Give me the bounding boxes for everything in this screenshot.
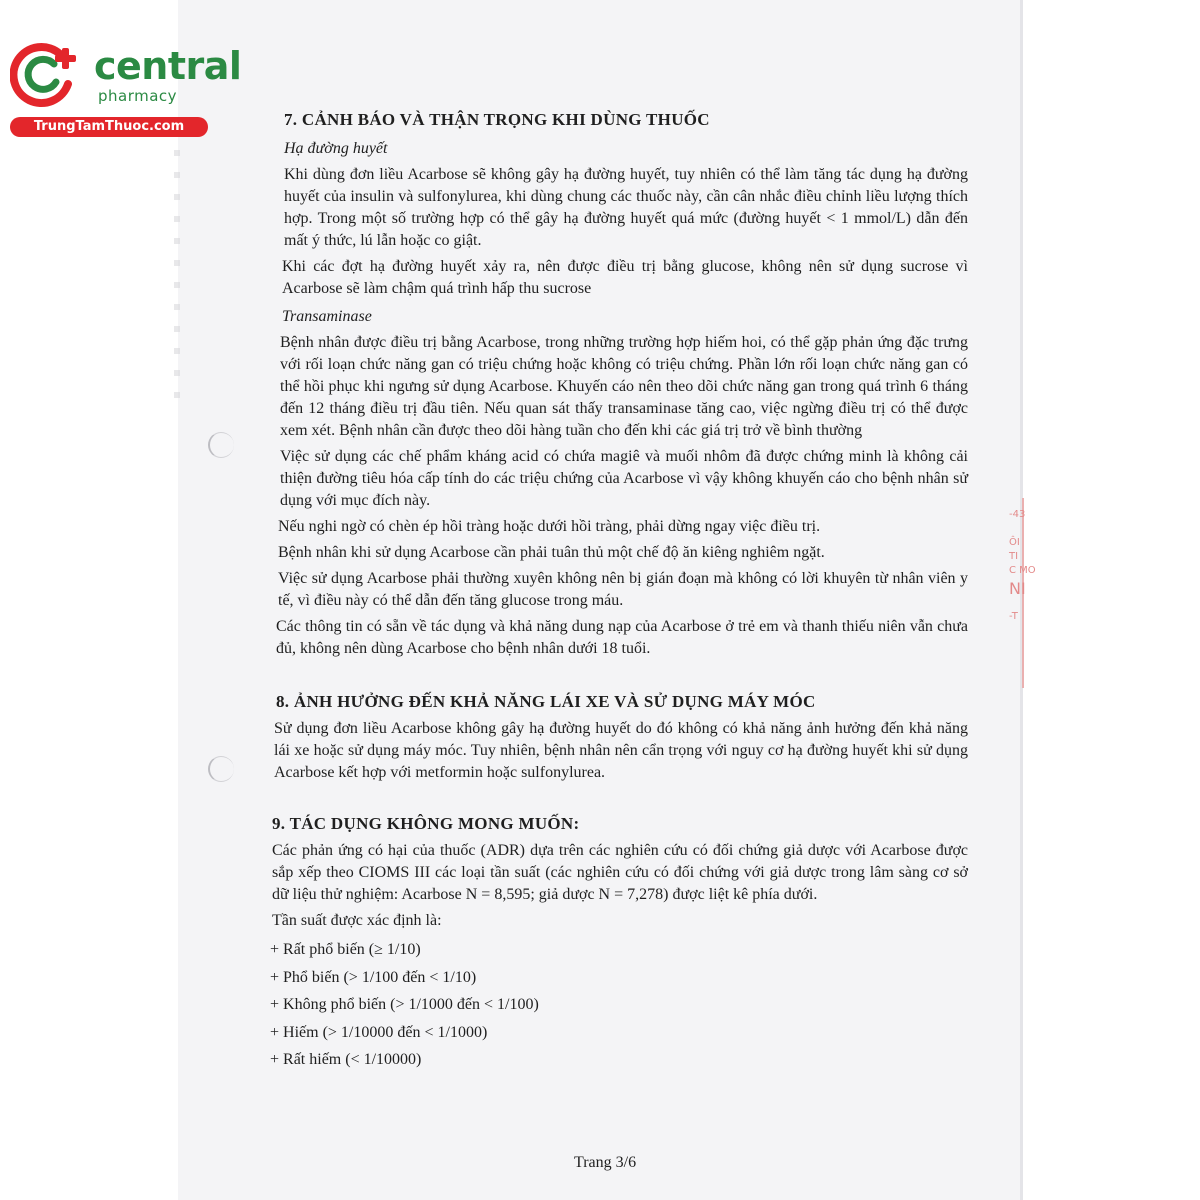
stamp-line: C MO xyxy=(1009,565,1036,576)
punch-hole xyxy=(208,432,234,458)
subheading-transaminase: Transaminase xyxy=(282,308,372,325)
paragraph: Bệnh nhân được điều trị bằng Acarbose, trong những trường hợp hiếm hoi, có thể gặp phản ứng đặc trưng với rối loạn chức năng gan có triệu chứng hoặc không có triệu chứng. Phần lớn rối loạn chức năng gan có thể hồi phục khi ngưng sử dụng Acarbose. Khuyến cáo nên theo dõi chức năng gan trong quá trình 6 tháng đến 12 tháng điều trị đầu tiên. Nếu quan sát thấy transaminase tăng cao, việc ngừng điều trị có thể được xem xét. Bệnh nhân cần được theo dõi hàng tuần cho đến khi các giá trị trở về bình thường xyxy=(280,334,968,439)
binding-marks xyxy=(174,150,180,410)
punch-hole xyxy=(208,756,234,782)
section-7-title: 7. CẢNH BÁO VÀ THẬN TRỌNG KHI DÙNG THUỐC xyxy=(284,110,710,129)
stamp-line: -43 xyxy=(1009,509,1026,520)
list-item: + Rất phổ biến (≥ 1/10) xyxy=(270,941,421,958)
central-pharmacy-logo[interactable] xyxy=(10,38,242,138)
paragraph: Sử dụng đơn liều Acarbose không gây hạ đường huyết do đó không có khả năng ảnh hưởng đến khả năng lái xe hoặc sử dụng máy móc. Tuy nhiên, bệnh nhân nên cẩn trọng với nguy cơ hạ đường huyết khi sử dụng Acarbose kết hợp với metformin hoặc sulfonylurea. xyxy=(274,720,968,781)
section-9-title: 9. TÁC DỤNG KHÔNG MONG MUỐN: xyxy=(272,814,580,833)
list-item: + Phổ biến (> 1/100 đến < 1/10) xyxy=(270,968,477,986)
stamp-line: TI xyxy=(1009,551,1019,562)
paragraph: Tần suất được xác định là: xyxy=(272,912,442,929)
paragraph: Việc sử dụng các chế phẩm kháng acid có chứa magiê và muối nhôm đã được chứng minh là không cải thiện đường tiêu hóa cấp tính do các triệu chứng của Acarbose vì vậy không khuyến cáo cho bệnh nhân sử dụng với mục đích này. xyxy=(280,448,968,509)
stamp-line: -T xyxy=(1009,611,1018,622)
list-item: + Rất hiếm (< 1/10000) xyxy=(270,1051,422,1068)
paragraph: Khi các đợt hạ đường huyết xảy ra, nên được điều trị bằng glucose, không nên sử dụng sucrose vì Acarbose sẽ làm chậm quá trình hấp thu sucrose xyxy=(282,258,968,297)
list-item: + Không phổ biến (> 1/1000 đến < 1/100) xyxy=(270,996,539,1013)
paragraph: Các thông tin có sẵn về tác dụng và khả năng dung nạp của Acarbose ở trẻ em và thanh thiếu niên vẫn chưa đủ, không nên dùng Acarbose cho bệnh nhân dưới 18 tuổi. xyxy=(276,618,968,657)
paragraph: Khi dùng đơn liều Acarbose sẽ không gây hạ đường huyết, tuy nhiên có thể làm tăng tác dụng hạ đường huyết của insulin và sulfonylurea, khi dùng chung các thuốc này, cần cân nhắc điều chỉnh liều lượng thích hợp. Trong một số trường hợp có thể gây hạ đường huyết quá mức (đường huyết < 1 mmol/L) dẫn đến mất ý thức, lú lẫn hoặc co giật. xyxy=(284,166,968,249)
list-item: + Hiếm (> 1/10000 đến < 1/1000) xyxy=(270,1023,488,1041)
paragraph: Bệnh nhân khi sử dụng Acarbose cần phải tuân thủ một chế độ ăn kiêng nghiêm ngặt. xyxy=(278,544,825,561)
red-stamp xyxy=(1009,508,1036,658)
logo-subtitle: pharmacy xyxy=(98,87,178,105)
logo-name: central xyxy=(94,44,242,88)
stamp-line: NI xyxy=(1009,579,1026,598)
logo-c-cross-icon xyxy=(10,38,84,112)
frequency-list xyxy=(270,936,968,1074)
paragraph: Nếu nghi ngờ có chèn ép hồi tràng hoặc dưới hồi tràng, phải dừng ngay việc điều trị. xyxy=(278,518,821,535)
section-8-title: 8. ẢNH HƯỞNG ĐẾN KHẢ NĂNG LÁI XE VÀ SỬ DỤNG MÁY MÓC xyxy=(276,692,816,711)
paragraph: Việc sử dụng Acarbose phải thường xuyên không nên bị gián đoạn mà không có lời khuyên từ nhân viên y tế, vì điều này có thể dẫn đến tăng glucose trong máu. xyxy=(278,570,968,609)
logo-url-badge[interactable]: TrungTamThuoc.com xyxy=(10,117,208,137)
page-number: Trang 3/6 xyxy=(574,1154,637,1171)
document-body xyxy=(268,108,968,1074)
stamp-line: ÔI xyxy=(1009,537,1020,548)
subheading-hypoglycemia: Hạ đường huyết xyxy=(284,140,388,157)
paragraph: Các phản ứng có hại của thuốc (ADR) dựa trên các nghiên cứu có đối chứng giả dược với Acarbose được sắp xếp theo CIOMS III các loại tần suất (các nghiên cứu có đối chứng với giả dược trong lâm sàng cơ sở dữ liệu thử nghiệm: Acarbose N = 8,595; giả dược N = 7,278) được liệt kê phía dưới. xyxy=(272,842,968,903)
